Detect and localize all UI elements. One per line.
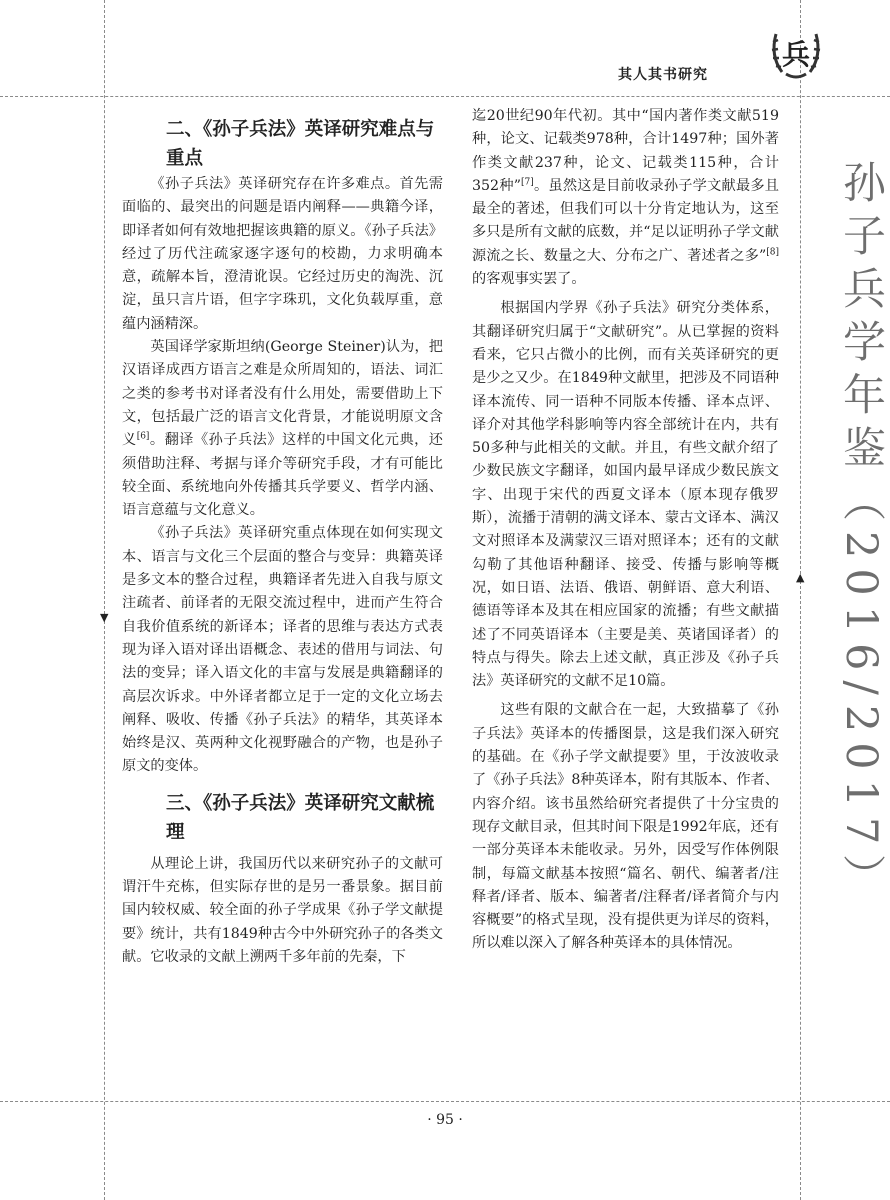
left-dashed-rule	[104, 0, 105, 1200]
paragraph-steiner: 英国译学家斯坦纳(George Steiner)认为，把汉语译成西方语言之难是众所周知的，语法、词汇之类的参考书对译者没有什么用处，需要借助上下文，包括最广泛的语言文化背景，才能说明原文含义[6]。翻译《孙子兵法》这样的中国文化元典，还须借助注释、考据与译介等研究手段，才有可能比较全面、系统地向外传播其兵学要义、哲学内涵、语言意蕴与文化意义。	[122, 339, 443, 519]
left-column	[122, 115, 443, 969]
running-header: 其人其书研究	[618, 67, 708, 83]
logo-glyph: 兵	[781, 38, 811, 71]
yearbook-side-title: 孙子兵学年鉴（2016/2017）	[836, 160, 886, 908]
section-heading-3: 三、《孙子兵法》英译研究文献梳理	[166, 792, 435, 843]
paragraph-difficulties: 《孙子兵法》英译研究存在许多难点。首先需面临的、最突出的问题是语内阐释——典籍今译，即译者如何有效地把握该典籍的原义。《孙子兵法》经过了历代注疏家逐字逐句的校勘，力求明确本意，疏解本旨，澄清讹误。它经过历史的淘洗、沉淀，虽只言片语，但字字珠玑，文化负载厚重，意蕴内涵精深。	[122, 176, 443, 332]
citation-6: [6]	[136, 431, 150, 442]
paragraph-key-points: 《孙子兵法》英译研究重点体现在如何实现文本、语言与文化三个层面的整合与变异：典籍英译是多文本的整合过程，典籍译者先进入自我与原文注疏者、前译者的无限交流过程中，进而产生符合自我价值系统的新译本；译者的思维与表达方式表现为译入语对译出语概念、表述的借用与词法、句法的变异；译入语文化的丰富与发展是典籍翻译的高层次诉求。中外译者都立足于一定的文化立场去阐释、吸收、传播《孙子兵法》的精华，其英译本始终是汉、英两种文化视野融合的产物，也是孙子原文的变体。	[122, 525, 443, 775]
right-column	[472, 105, 779, 956]
paragraph-limited-documents: 这些有限的文献合在一起，大致描摹了《孙子兵法》英译本的传播图景，这是我们深入研究的基础。在《孙子学文献提要》里，于汝波收录了《孙子兵法》8种英译本，附有其版本、作者、内容介绍。该书虽然给研究者提供了十分宝贵的现存文献目录，但其时间下限是1992年底，还有一部分英译本未能收录。另外，因受写作体例限制，每篇文献基本按照“篇名、朝代、编著者/注释者/译者、版本、编著者/注释者/译者简介与内容概要”的格式呈现，没有提供更为详尽的资料，所以难以深入了解各种英译本的具体情况。	[472, 702, 779, 952]
left-margin-marker: ▼	[100, 611, 109, 624]
citation-8: [8]	[766, 247, 779, 258]
paragraph-classification: 根据国内学界《孙子兵法》研究分类体系，其翻译研究归属于“文献研究”。从已掌握的资料看来，它只占微小的比例，而有关英译研究的更是少之又少。在1849种文献里，把涉及不同语种译本流传、同一语种不同版本传播、译本点评、译介对其他学科影响等内容全部统计在内，共有50多种与此相关的文献。并且，有些文献介绍了少数民族文字翻译，如国内最早译成少数民族文字、出现于宋代的西夏文译本（原本现存俄罗斯），流播于清朝的满文译本、蒙古文译本、满汉文对照译本及满蒙汉三语对照译本；还有的文献勾勒了其他语种翻译、接受、传播与影响等概况，如日语、法语、俄语、朝鲜语、意大利语、德语等译本及其在相应国家的流播；有些文献描述了不同英语译本（主要是美、英诸国译者）的特点与得失。除去上述文献，真正涉及《孙子兵法》英译研究的文献不足10篇。	[472, 300, 779, 690]
section-heading-2: 二、《孙子兵法》英译研究难点与重点	[166, 119, 435, 169]
bottom-dashed-rule	[0, 1101, 890, 1102]
page-number: · 95 ·	[427, 1112, 463, 1128]
yearbook-logo-icon	[764, 22, 828, 86]
right-margin-marker: ▲	[796, 571, 805, 584]
center-dashed-rule	[800, 0, 801, 1200]
citation-7: [7]	[521, 177, 534, 188]
top-dashed-rule	[0, 96, 890, 97]
paragraph-continued: 迄20世纪90年代初。其中“国内著作类文献519种，论文、记载类978种，合计1497种；国外著作类文献237种，论文、记载类115种，合计352种”[7]。虽然这是目前收录孙子学文献最多且最全的著述，但我们可以十分肯定地认为，这至多只是所有文献的底数，并“足以证明孙子学文献源流之长、数量之大、分布之广、著述者之多”[8]的客观事实罢了。	[472, 108, 779, 288]
paragraph-literature: 从理论上讲，我国历代以来研究孙子的文献可谓汗牛充栋，但实际存世的是另一番景象。据目前国内较权威、较全面的孙子学成果《孙子学文献提要》统计，共有1849种古今中外研究孙子的各类文献。它收录的文献上溯两千多年前的先秦，下	[122, 855, 443, 965]
